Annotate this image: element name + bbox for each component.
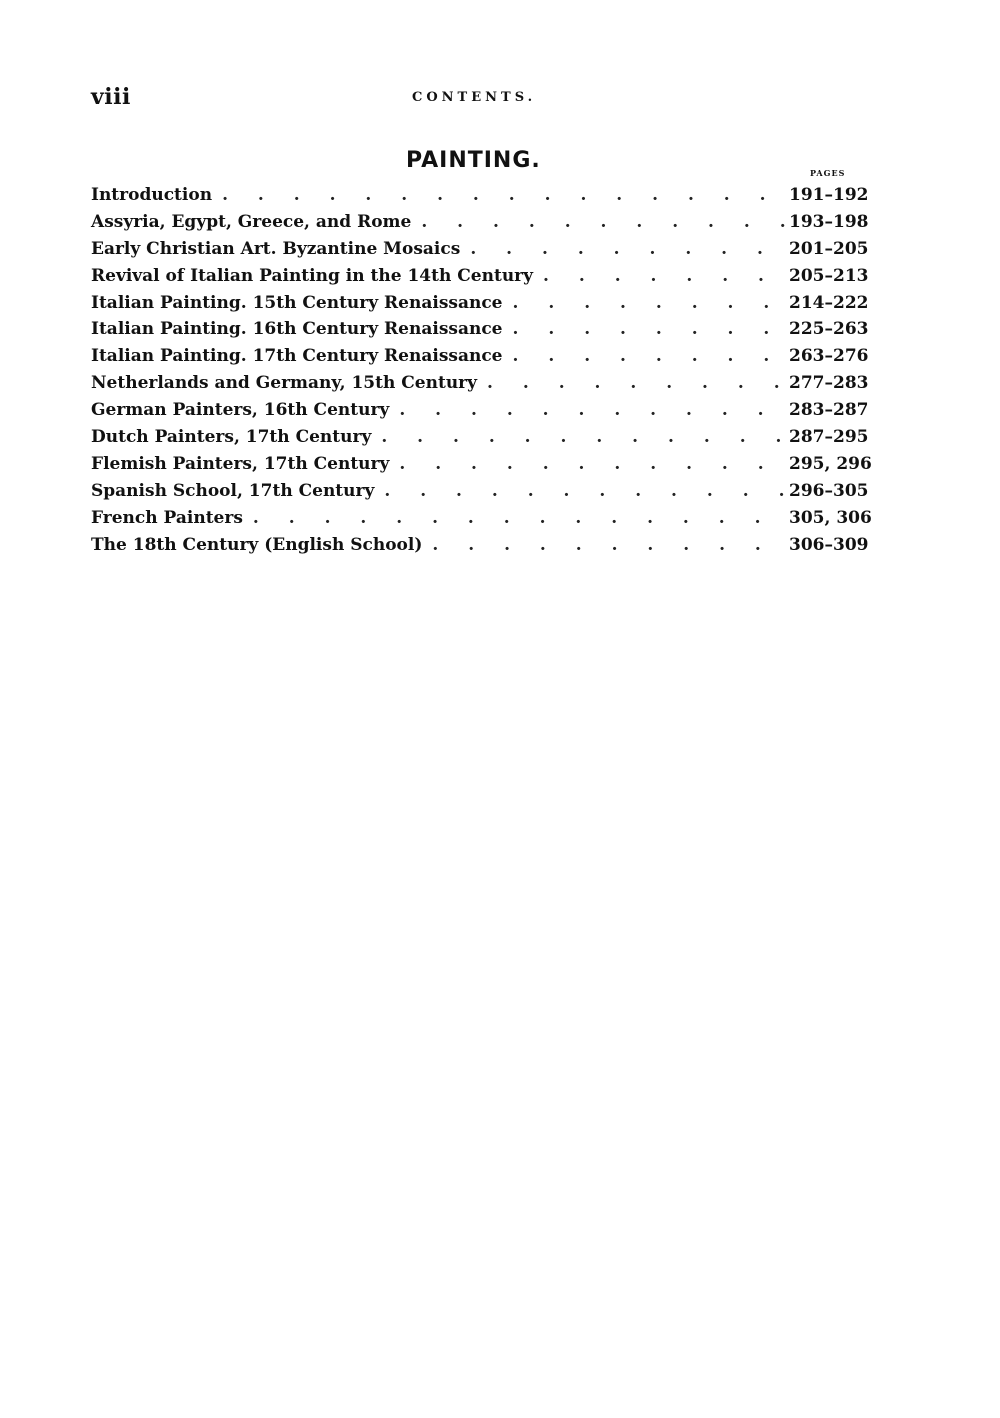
toc-entry [91, 424, 869, 451]
toc-entry-title: Early Christian Art. Byzantine Mosaics [91, 238, 461, 259]
toc-entry [91, 182, 869, 209]
dot-leader [212, 182, 789, 209]
dot-leader [503, 290, 789, 317]
toc-entry [91, 209, 869, 236]
table-of-contents [91, 182, 872, 558]
toc-entry-pages: 287–295 [789, 427, 869, 448]
toc-entry [91, 505, 872, 532]
dot-leader [389, 397, 789, 424]
pages-column-header: PAGES [810, 168, 846, 178]
toc-entry-title: Revival of Italian Painting in the 14th Century [91, 265, 534, 286]
running-head: CONTENTS. [412, 90, 537, 105]
toc-entry [91, 397, 869, 424]
dot-leader [503, 316, 789, 343]
toc-entry [91, 236, 869, 263]
section-title: PAINTING. [406, 148, 541, 173]
toc-entry-pages: 305, 306 [789, 507, 872, 528]
toc-entry [91, 343, 869, 370]
dot-leader [422, 532, 789, 559]
dot-leader [243, 505, 789, 532]
dot-leader [374, 478, 789, 505]
toc-entry-title: German Painters, 16th Century [91, 400, 390, 421]
toc-entry [91, 263, 869, 290]
dot-leader [460, 236, 789, 263]
dot-leader [411, 209, 789, 236]
toc-entry-pages: 295, 296 [789, 453, 872, 474]
toc-entry-pages: 306–309 [789, 534, 869, 555]
toc-entry-title: Netherlands and Germany, 15th Century [91, 373, 478, 394]
toc-entry-title: Italian Painting. 16th Century Renaissance [91, 319, 503, 340]
toc-entry [91, 370, 869, 397]
toc-entry [91, 290, 869, 317]
toc-entry [91, 316, 869, 343]
toc-entry-title: Spanish School, 17th Century [91, 480, 375, 501]
toc-entry [91, 451, 872, 478]
toc-entry-pages: 193–198 [789, 211, 869, 232]
toc-entry-title: Flemish Painters, 17th Century [91, 453, 390, 474]
toc-entry-title: Assyria, Egypt, Greece, and Rome [91, 211, 412, 232]
toc-entry-pages: 201–205 [789, 238, 869, 259]
dot-leader [389, 451, 789, 478]
toc-entry-pages: 283–287 [789, 400, 869, 421]
toc-entry-title: The 18th Century (English School) [91, 534, 423, 555]
toc-entry-pages: 263–276 [789, 346, 869, 367]
toc-entry-title: French Painters [91, 507, 243, 528]
toc-entry-pages: 277–283 [789, 373, 869, 394]
dot-leader [477, 370, 789, 397]
toc-entry-title: Italian Painting. 17th Century Renaissance [91, 346, 503, 367]
dot-leader [371, 424, 789, 451]
toc-entry-title: Dutch Painters, 17th Century [91, 427, 372, 448]
page-number: viii [91, 84, 131, 110]
toc-entry-pages: 214–222 [789, 292, 869, 313]
dot-leader [533, 263, 789, 290]
toc-entry-title: Introduction [91, 185, 213, 205]
toc-entry-pages: 225–263 [789, 319, 869, 340]
dot-leader [503, 343, 789, 370]
toc-entry-pages: 191–192 [789, 185, 869, 205]
toc-entry [91, 532, 869, 559]
toc-entry-pages: 296–305 [789, 480, 869, 501]
toc-entry [91, 478, 869, 505]
toc-entry-pages: 205–213 [789, 265, 869, 286]
toc-entry-title: Italian Painting. 15th Century Renaissance [91, 292, 503, 313]
